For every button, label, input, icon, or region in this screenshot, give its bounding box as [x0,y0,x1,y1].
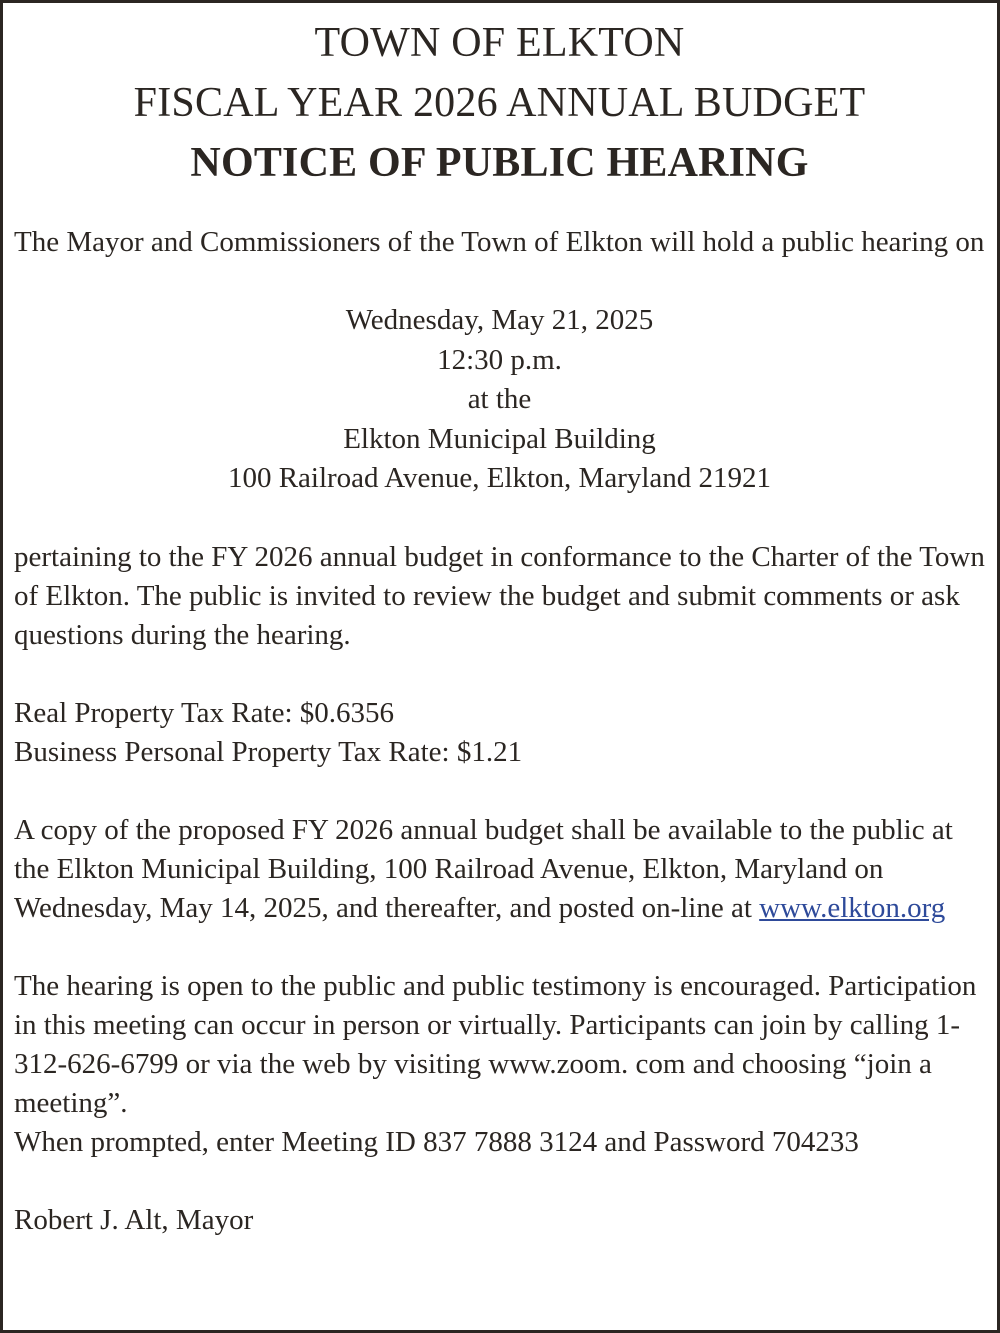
intro-paragraph: The Mayor and Commissioners of the Town of Elkton will hold a public hearing on [14,226,985,258]
tax-rates [14,694,985,772]
purpose-paragraph: pertaining to the FY 2026 annual budget in conformance to the Charter of the Town of Elkton. The public is invited to review the budget and submit comments or ask questions during the hearing. [14,540,985,651]
business-property-tax-rate: Business Personal Property Tax Rate: $1.21 [14,735,523,768]
availability-paragraph [14,811,985,928]
availability-text: A copy of the proposed FY 2026 annual budget shall be available to the public at the Elkton Municipal Building, 100 Railroad Avenue, Elkton, Maryland on Wednesday, May 14, 2025, and thereafter, and posted on-line at [14,813,953,924]
elkton-website-link[interactable]: www.elkton.org [759,891,946,924]
town-title: TOWN OF ELKTON [314,20,685,66]
budget-title: FISCAL YEAR 2026 ANNUAL BUDGET [133,80,866,126]
hearing-at: at the [467,383,532,415]
real-property-tax-rate: Real Property Tax Rate: $0.6356 [14,696,395,729]
hearing-venue: Elkton Municipal Building [343,422,656,455]
hearing-details [14,301,985,499]
participation-section [14,967,985,1162]
hearing-address: 100 Railroad Avenue, Elkton, Maryland 21921 [227,462,772,494]
participation-paragraph: The hearing is open to the public and public testimony is encouraged. Participation in this meeting can occur in person or virtually. Participants can join by calling 1-312-626-6799 or via the web by visiting www.zoom. com and choosing “join a meeting”. [14,969,977,1119]
notice-heading [14,13,985,193]
notice-title: NOTICE OF PUBLIC HEARING [190,140,809,186]
hearing-date: Wednesday, May 21, 2025 [345,304,654,336]
signature: Robert J. Alt, Mayor [14,1203,254,1236]
hearing-time: 12:30 p.m. [437,343,562,376]
meeting-info: When prompted, enter Meeting ID 837 7888 3124 and Password 704233 [14,1125,859,1158]
